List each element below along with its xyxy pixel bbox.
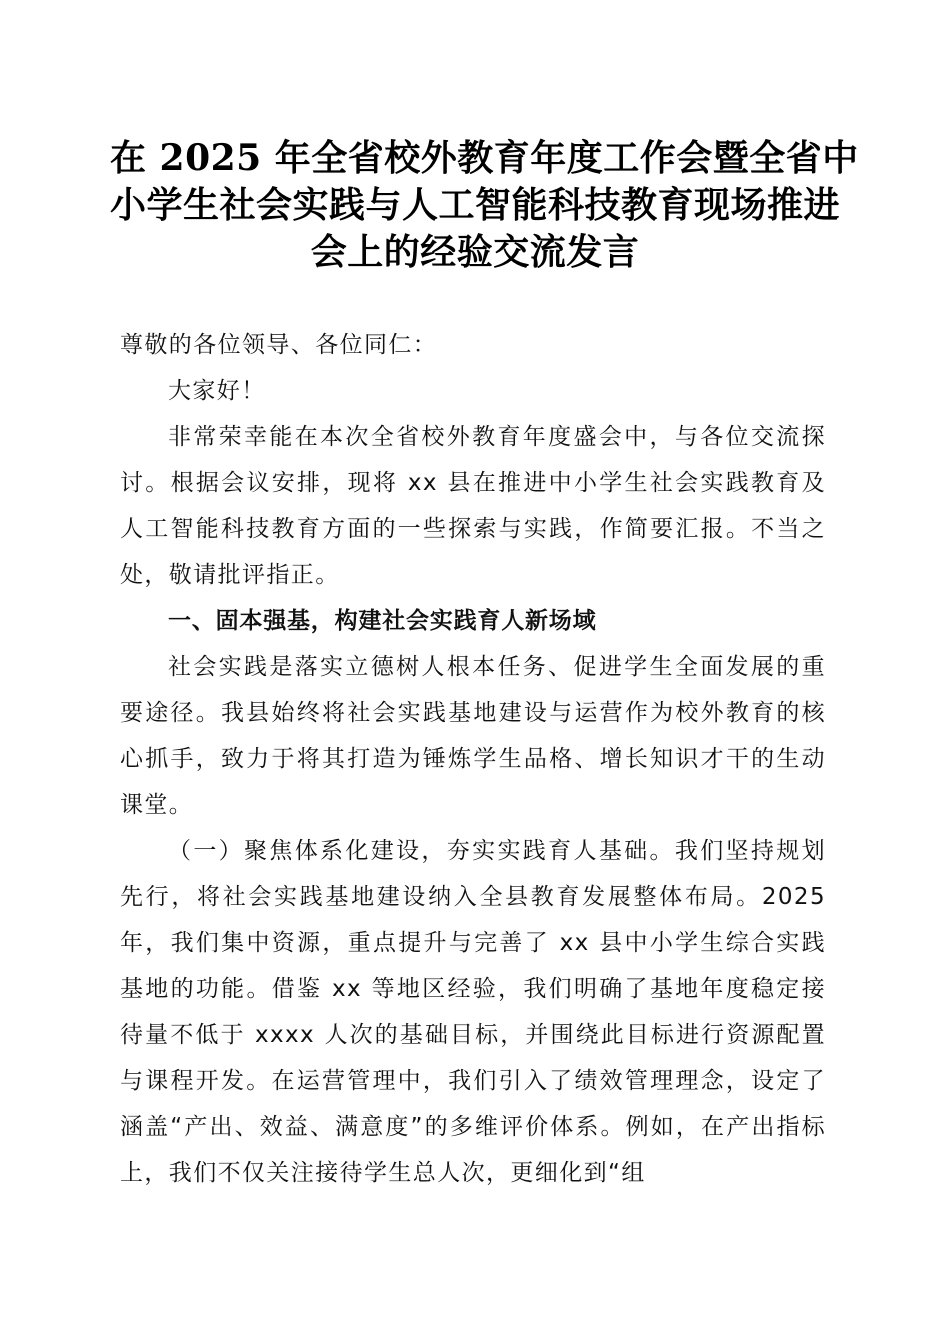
subsection-1-paragraph	[120, 828, 826, 1196]
title-line-3: 会上的经验交流发言	[310, 231, 640, 273]
title-line-2: 小学生社会实践与人工智能科技教育现场推进	[110, 184, 841, 226]
greeting: 大家好！	[168, 378, 266, 404]
title-line-1: 在 2025 年全省校外教育年度工作会暨全省中	[110, 137, 859, 179]
section-1-heading: 一、固本强基，构建社会实践育人新场域	[168, 608, 597, 634]
section-1-paragraph: 社会实践是落实立德树人根本任务、促进学生全面发展的重要途径。我县始终将社会实践基地建设与运营作为校外教育的核心抓手，致力于将其打造为锤炼学生品格、增长知识才干的生动课堂。	[120, 654, 826, 818]
intro-paragraph: 非常荣幸能在本次全省校外教育年度盛会中，与各位交流探讨。根据会议安排，现将 xx 县在推进中小学生社会实践教育及人工智能科技教育方面的一些探索与实践，作简要汇报。不当之处，敬请批评指正。	[120, 424, 826, 588]
subsection-1-heading: （一）聚焦体系化建设，夯实实践育人基础。	[168, 838, 675, 864]
salutation: 尊敬的各位领导、各位同仁：	[120, 332, 438, 358]
subsection-1-text: 我们坚持规划先行，将社会实践基地建设纳入全县教育发展整体布局。2025 年，我们集中资源，重点提升与完善了 xx 县中小学生综合实践基地的功能。借鉴 xx 等地区经验，我们明确了基地年度稳定接待量不低于 xxxx 人次的基础目标，并围绕此目标进行资源配置与课程开发。在运营管理中，我们引入了绩效管理理念，设定了涵盖“产出、效益、满意度”的多维评价体系。例如，在产出指标上，我们不仅关注接待学生总人次，更细化到“组	[120, 838, 826, 1186]
document-title	[110, 135, 859, 276]
document-body	[120, 322, 826, 1196]
